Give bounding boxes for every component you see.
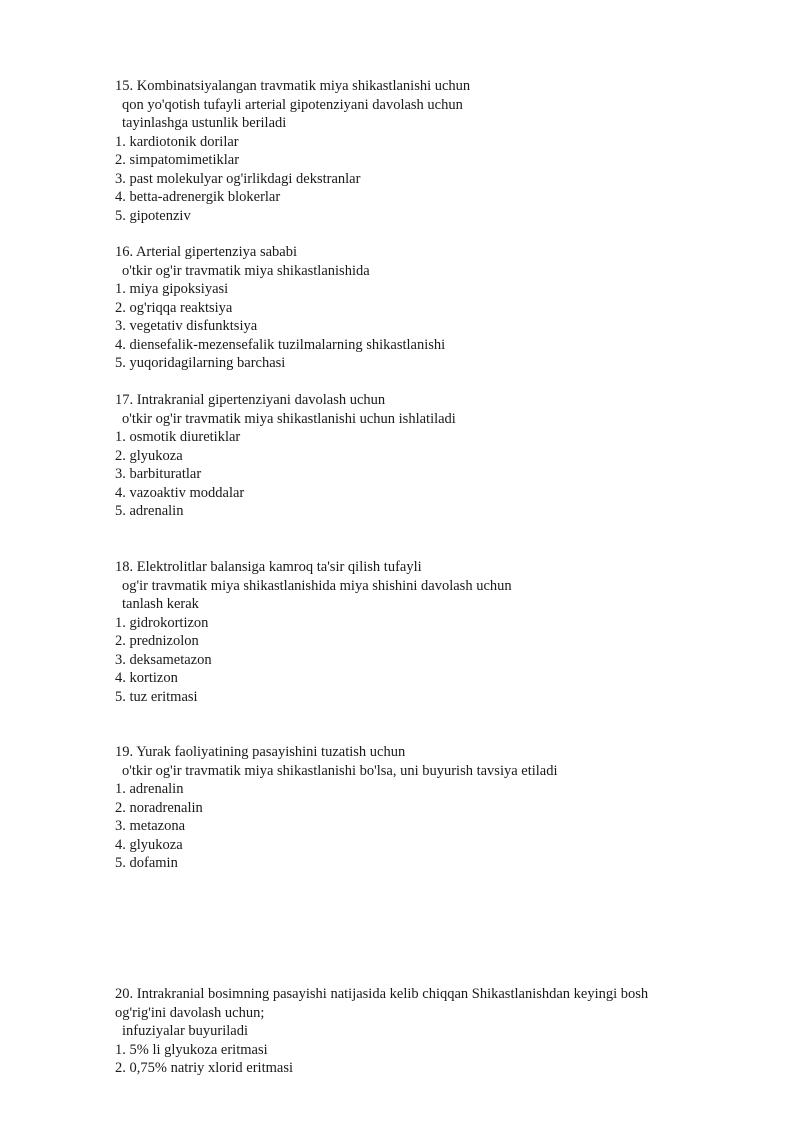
question-stem-line: qon yo'qotish tufayli arterial gipotenziyani davolash uchun	[122, 96, 463, 113]
answer-option: 4. diensefalik-mezensefalik tuzilmalarning shikastlanishi	[115, 336, 446, 353]
question-20	[115, 985, 755, 1078]
answer-option: 5. gipotenziv	[115, 207, 191, 224]
answer-option: 1. miya gipoksiyasi	[115, 281, 229, 297]
answer-option: 2. og'riqqa reaktsiya	[115, 299, 233, 316]
answer-option: 3. past molekulyar og'irlikdagi dekstranlar	[115, 170, 361, 187]
answer-option: 5. tuz eritmasi	[115, 688, 198, 705]
question-15	[115, 77, 755, 225]
answer-option: 5. yuqoridagilarning barchasi	[115, 355, 286, 371]
answer-option: 2. prednizolon	[115, 633, 199, 649]
answer-option: 5. adrenalin	[115, 503, 184, 519]
answer-option: 2. noradrenalin	[115, 799, 203, 816]
answer-option: 1. 5% li glyukoza eritmasi	[115, 1041, 268, 1058]
answer-option: 5. dofamin	[115, 855, 178, 871]
question-19	[115, 743, 755, 873]
answer-option: 3. vegetativ disfunktsiya	[115, 318, 258, 334]
question-stem-line: o'tkir og'ir travmatik miya shikastlanishida	[122, 262, 370, 279]
answer-option: 2. simpatomimetiklar	[115, 152, 240, 168]
question-stem-line: og'rig'ini davolash uchun;	[115, 1004, 265, 1021]
answer-option: 2. glyukoza	[115, 447, 183, 464]
question-stem-line: tanlash kerak	[122, 596, 199, 612]
answer-option: 1. gidrokortizon	[115, 614, 209, 631]
question-stem-line: infuziyalar buyuriladi	[122, 1023, 249, 1039]
question-stem-line: og'ir travmatik miya shikastlanishida miya shishini davolash uchun	[122, 577, 512, 594]
answer-option: 1. kardiotonik dorilar	[115, 133, 239, 150]
question-18	[115, 558, 755, 706]
answer-option: 4. betta-adrenergik blokerlar	[115, 189, 281, 205]
answer-option: 4. kortizon	[115, 670, 178, 686]
answer-option: 1. adrenalin	[115, 781, 184, 797]
question-stem-line: o'tkir og'ir travmatik miya shikastlanishi uchun ishlatiladi	[122, 410, 456, 427]
answer-option: 3. barbituratlar	[115, 466, 202, 482]
question-stem-line: 20. Intrakranial bosimning pasayishi natijasida kelib chiqqan Shikastlanishdan keyingi bosh	[115, 986, 649, 1002]
question-stem-line: 15. Kombinatsiyalangan travmatik miya shikastlanishi uchun	[115, 78, 471, 94]
question-17	[115, 391, 755, 521]
answer-option: 4. vazoaktiv moddalar	[115, 484, 245, 501]
answer-option: 3. deksametazon	[115, 651, 212, 668]
question-stem-line: 19. Yurak faoliyatining pasayishini tuzatish uchun	[115, 744, 406, 760]
answer-option: 2. 0,75% natriy xlorid eritmasi	[115, 1060, 293, 1076]
question-stem-line: o'tkir og'ir travmatik miya shikastlanishi bo'lsa, uni buyurish tavsiya etiladi	[122, 762, 558, 779]
answer-option: 1. osmotik diuretiklar	[115, 429, 241, 445]
question-stem-line: 18. Elektrolitlar balansiga kamroq ta'sir qilish tufayli	[115, 559, 422, 575]
answer-option: 3. metazona	[115, 818, 186, 834]
answer-option: 4. glyukoza	[115, 836, 183, 853]
question-stem-line: tayinlashga ustunlik beriladi	[122, 115, 287, 131]
question-stem-line: 16. Arterial gipertenziya sababi	[115, 244, 297, 260]
question-stem-line: 17. Intrakranial gipertenziyani davolash uchun	[115, 392, 386, 408]
question-16	[115, 243, 755, 373]
